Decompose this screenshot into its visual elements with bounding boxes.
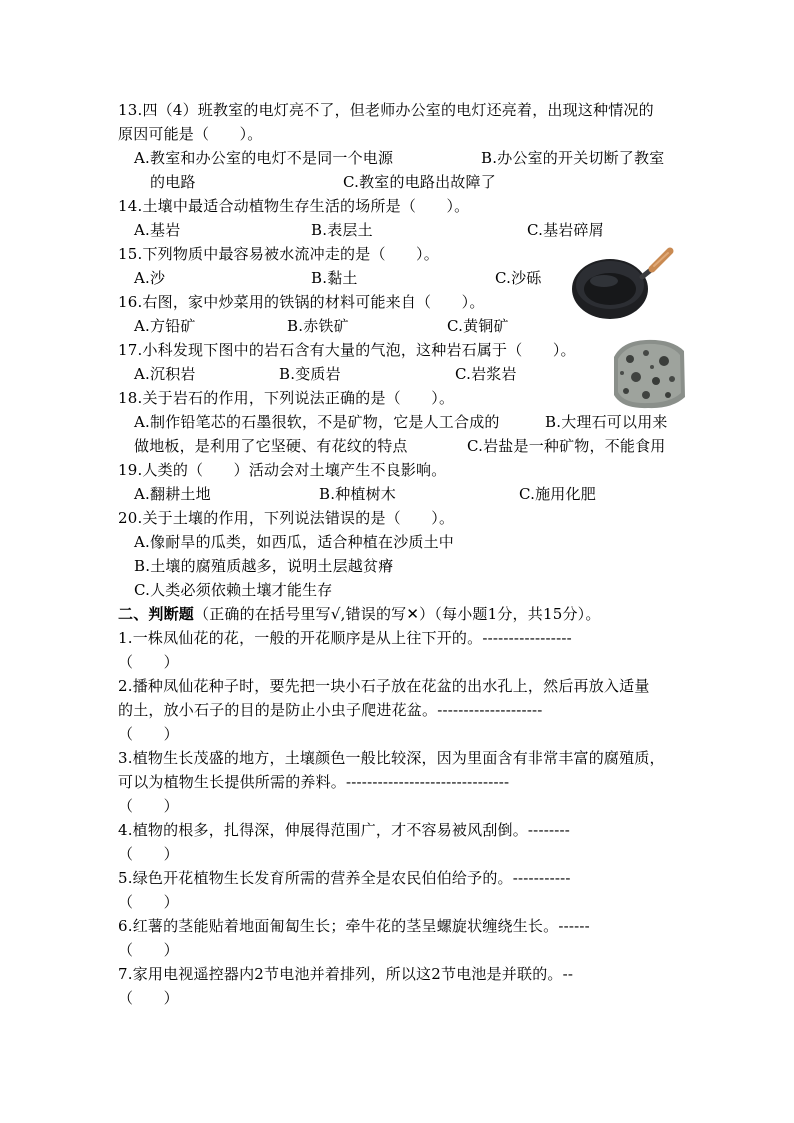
q14-option-a: A.基岩 <box>134 221 181 239</box>
q13-option-b-line2: 的电路 <box>150 173 196 191</box>
section2-instruction: （正确的在括号里写√,错误的写✕）（每小题1分，共15分）。 <box>194 605 601 623</box>
q17-option-b: B.变质岩 <box>279 365 341 383</box>
judge-item-5-bracket: （ ） <box>118 893 179 911</box>
section2-heading: 二、判断题 <box>118 605 195 623</box>
q13-stem-line1: 13.四（4）班教室的电灯亮不了，但老师办公室的电灯还亮着，出现这种情况的 <box>118 101 654 119</box>
judge-item-1: 1.一株凤仙花的花，一般的开花顺序是从上往下开的。----------------- <box>118 629 572 647</box>
q19-option-a: A.翻耕土地 <box>134 485 211 503</box>
q20-option-a: A.像耐旱的瓜类，如西瓜，适合种植在沙质土中 <box>134 533 455 551</box>
q15-option-c: C.沙砾 <box>495 269 542 287</box>
judge-item-3-line2: 可以为植物生长提供所需的养料。------------------------------- <box>118 773 510 791</box>
q15-stem: 15.下列物质中最容易被水流冲走的是（ ）。 <box>118 245 439 263</box>
judge-item-1-bracket: （ ） <box>118 653 179 671</box>
q13-option-c: C.教室的电路出故障了 <box>343 173 496 191</box>
judge-item-6: 6.红薯的茎能贴着地面匍匐生长；牵牛花的茎呈螺旋状缠绕生长。------ <box>118 917 590 935</box>
q14-stem: 14.土壤中最适合动植物生存生活的场所是（ ）。 <box>118 197 470 215</box>
q20-option-b: B.土壤的腐殖质越多，说明土层越贫瘠 <box>134 557 394 575</box>
judge-item-4-bracket: （ ） <box>118 845 179 863</box>
wok-image <box>568 245 674 333</box>
porous-rock-image <box>612 337 686 410</box>
q15-option-b: B.黏土 <box>311 269 358 287</box>
judge-item-2-bracket: （ ） <box>118 725 179 743</box>
q17-option-c: C.岩浆岩 <box>455 365 517 383</box>
section2-header <box>118 602 601 626</box>
judge-item-3-line1: 3.植物生长茂盛的地方，土壤颜色一般比较深，因为里面含有非常丰富的腐殖质， <box>118 749 665 767</box>
q19-option-c: C.施用化肥 <box>519 485 596 503</box>
judge-item-4: 4.植物的根多，扎得深，伸展得范围广，才不容易被风刮倒。-------- <box>118 821 571 839</box>
judge-item-2-line1: 2.播种凤仙花种子时，要先把一块小石子放在花盆的出水孔上，然后再放入适量 <box>118 677 650 695</box>
q16-stem: 16.右图，家中炒菜用的铁锅的材料可能来自（ ）。 <box>118 293 485 311</box>
judge-item-6-bracket: （ ） <box>118 941 179 959</box>
q13-stem-line2: 原因可能是（ ）。 <box>118 125 263 143</box>
q13-option-b-line1: B.办公室的开关切断了教室 <box>481 149 665 167</box>
judge-item-3-bracket: （ ） <box>118 797 179 815</box>
q18-option-a: A.制作铅笔芯的石墨很软，不是矿物，它是人工合成的 <box>134 413 500 431</box>
q14-option-b: B.表层土 <box>311 221 373 239</box>
q16-option-b: B.赤铁矿 <box>287 317 349 335</box>
q18-option-c: C.岩盐是一种矿物，不能食用 <box>467 437 666 455</box>
q16-option-c: C.黄铜矿 <box>447 317 509 335</box>
judge-item-7-bracket: （ ） <box>118 989 179 1007</box>
q19-stem: 19.人类的（ ）活动会对土壤产生不良影响。 <box>118 461 447 479</box>
q18-option-b-line1: B.大理石可以用来 <box>545 413 668 431</box>
q19-option-b: B.种植树木 <box>319 485 396 503</box>
judge-item-2-line2: 的土，放小石子的目的是防止小虫子爬进花盆。-------------------- <box>118 701 543 719</box>
q13-option-a: A.教室和办公室的电灯不是同一个电源 <box>134 149 394 167</box>
q18-option-b-line2: 做地板，是利用了它坚硬、有花纹的特点 <box>134 437 408 455</box>
q14-option-c: C.基岩碎屑 <box>527 221 604 239</box>
q20-stem: 20.关于土壤的作用，下列说法错误的是（ ）。 <box>118 509 455 527</box>
q17-option-a: A.沉积岩 <box>134 365 196 383</box>
q16-option-a: A.方铅矿 <box>134 317 196 335</box>
q17-stem: 17.小科发现下图中的岩石含有大量的气泡，这种岩石属于（ ）。 <box>118 341 576 359</box>
q15-option-a: A.沙 <box>134 269 166 287</box>
q18-stem: 18.关于岩石的作用，下列说法正确的是（ ）。 <box>118 389 455 407</box>
judge-item-7: 7.家用电视遥控器内2节电池并着排列，所以这2节电池是并联的。-- <box>118 965 574 983</box>
q20-option-c: C.人类必须依赖土壤才能生存 <box>134 581 333 599</box>
judge-item-5: 5.绿色开花植物生长发育所需的营养全是农民伯伯给予的。----------- <box>118 869 571 887</box>
